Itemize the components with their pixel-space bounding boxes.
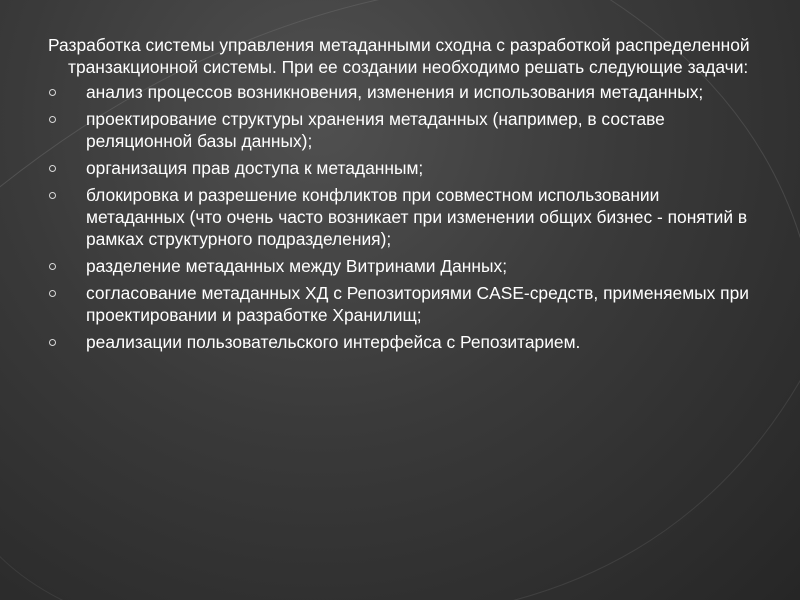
list-item	[40, 81, 760, 103]
list-item	[40, 108, 760, 152]
circle-bullet-icon	[49, 192, 56, 199]
list-item-text: проектирование структуры хранения метаданных (например, в составе реляционной базы данных);	[86, 109, 665, 151]
intro-paragraph: Разработка системы управления метаданными сходна с разработкой распределенной транзакционной системы. При ее создании необходимо решать следующие задачи:	[48, 35, 750, 77]
list-item	[40, 282, 760, 326]
list-item	[40, 184, 760, 250]
list-item-text: организация прав доступа к метаданным;	[86, 158, 424, 178]
circle-bullet-icon	[49, 290, 56, 297]
circle-bullet-icon	[49, 165, 56, 172]
list-item-text: анализ процессов возникновения, изменения и использования метаданных;	[86, 82, 704, 102]
list-item	[40, 255, 760, 277]
list-item-text: согласование метаданных ХД с Репозиториями CASE-средств, применяемых при проектировании и разработке Хранилищ;	[86, 283, 749, 325]
circle-bullet-icon	[49, 116, 56, 123]
list-item-text: блокировка и разрешение конфликтов при совместном использовании метаданных (что очень часто возникает при изменении общих бизнес - понятий в рамках структурного подразделения);	[86, 185, 748, 249]
circle-bullet-icon	[49, 263, 56, 270]
list-item	[40, 331, 760, 353]
list-item	[40, 157, 760, 179]
task-list	[40, 81, 760, 353]
slide-content	[40, 34, 760, 358]
list-item-text: разделение метаданных между Витринами Данных;	[86, 256, 508, 276]
list-item-text: реализации пользовательского интерфейса с Репозитарием.	[86, 332, 581, 352]
circle-bullet-icon	[49, 89, 56, 96]
circle-bullet-icon	[49, 339, 56, 346]
